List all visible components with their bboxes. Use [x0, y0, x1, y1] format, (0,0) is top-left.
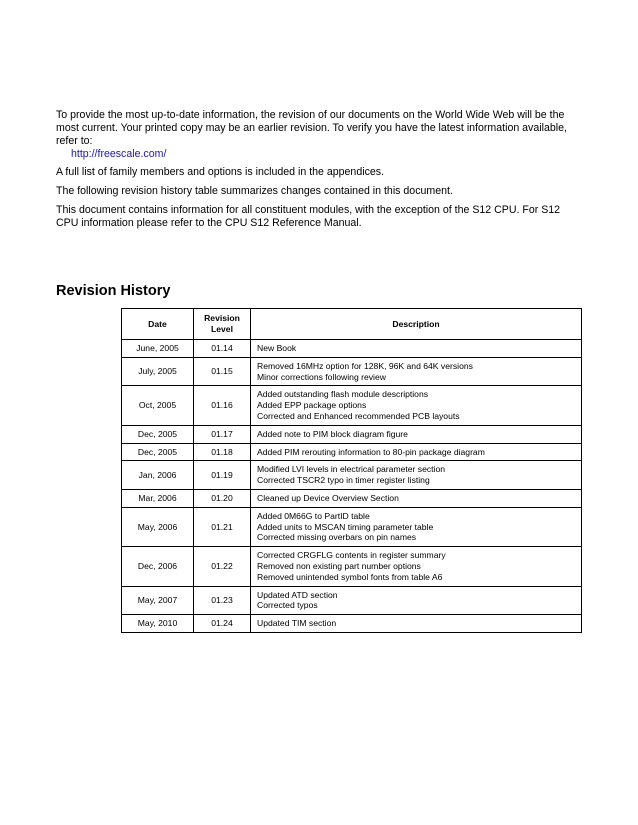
header-revision-level-line2: Level: [211, 324, 233, 334]
description-line: Added 0M66G to PartID table: [257, 510, 370, 521]
row-description: [251, 461, 582, 490]
intro-paragraph-revision: [56, 109, 584, 161]
row-description: [251, 357, 582, 386]
row-description: [251, 443, 582, 461]
intro-paragraph-revision-text: To provide the most up-to-date information, the revision of our documents on the World Wide Web will be the most current. Your printed copy may be an earlier revision. To verify you have the latest information available, refer to:: [56, 109, 567, 147]
row-date: May, 2010: [122, 615, 194, 633]
table-row: [122, 340, 582, 358]
row-date: July, 2005: [122, 357, 194, 386]
description-line: New Book: [257, 343, 297, 353]
description-line: Modified LVI levels in electrical parameter section: [257, 464, 446, 475]
description-line: Corrected TSCR2 typo in timer register listing: [257, 475, 430, 486]
row-date: June, 2005: [122, 340, 194, 358]
row-date: Mar, 2006: [122, 489, 194, 507]
intro-paragraph-modules: This document contains information for all constituent modules, with the exception of the S12 CPU. For S12 CPU information please refer to the CPU S12 Reference Manual.: [56, 204, 561, 229]
revision-history-title: Revision History: [56, 283, 171, 299]
row-description: [251, 340, 582, 358]
freescale-link[interactable]: http://freescale.com/: [71, 148, 167, 160]
row-description: [251, 489, 582, 507]
header-revision-level-line1: Revision: [204, 313, 240, 324]
table-row: [122, 547, 582, 586]
row-date: May, 2006: [122, 507, 194, 546]
row-date: Jan, 2006: [122, 461, 194, 490]
row-description: [251, 425, 582, 443]
description-line: Added note to PIM block diagram figure: [257, 428, 408, 439]
intro-paragraph-family: A full list of family members and options is included in the appendices.: [56, 166, 384, 178]
row-revision-level: 01.15: [194, 357, 251, 386]
row-description: [251, 586, 582, 615]
row-date: Dec, 2005: [122, 425, 194, 443]
description-line: Updated ATD section: [257, 589, 338, 600]
description-line: Removed non existing part number options: [257, 560, 421, 571]
intro-paragraph-table: The following revision history table summarizes changes contained in this document.: [56, 185, 453, 197]
row-revision-level: 01.23: [194, 586, 251, 615]
row-revision-level: 01.19: [194, 461, 251, 490]
header-date: Date: [122, 309, 194, 340]
description-line: Corrected and Enhanced recommended PCB layouts: [257, 410, 460, 421]
row-date: May, 2007: [122, 586, 194, 615]
row-date: Dec, 2006: [122, 547, 194, 586]
row-date: Dec, 2005: [122, 443, 194, 461]
revision-history-table: [121, 308, 582, 633]
table-row: [122, 386, 582, 425]
row-revision-level: 01.21: [194, 507, 251, 546]
row-revision-level: 01.22: [194, 547, 251, 586]
table-row: [122, 489, 582, 507]
table-row: [122, 586, 582, 615]
intro-text: [56, 109, 584, 236]
revision-table-body: [122, 340, 582, 633]
description-line: Corrected typos: [257, 600, 318, 611]
description-line: Minor corrections following review: [257, 371, 386, 382]
row-description: [251, 507, 582, 546]
table-row: [122, 507, 582, 546]
description-line: Added units to MSCAN timing parameter table: [257, 521, 434, 532]
description-line: Removed 16MHz option for 128K, 96K and 64K versions: [257, 360, 473, 371]
row-description: [251, 386, 582, 425]
header-revision-level: [194, 309, 251, 340]
table-row: [122, 461, 582, 490]
row-revision-level: 01.14: [194, 340, 251, 358]
row-description: [251, 547, 582, 586]
table-row: [122, 443, 582, 461]
row-revision-level: 01.24: [194, 615, 251, 633]
description-line: Removed unintended symbol fonts from table A6: [257, 571, 443, 582]
row-description: [251, 615, 582, 633]
row-revision-level: 01.17: [194, 425, 251, 443]
description-line: Cleaned up Device Overview Section: [257, 492, 399, 503]
description-line: Added EPP package options: [257, 400, 367, 411]
row-revision-level: 01.16: [194, 386, 251, 425]
table-row: [122, 615, 582, 633]
description-line: Corrected CRGFLG contents in register summary: [257, 550, 446, 561]
row-date: Oct, 2005: [122, 386, 194, 425]
row-revision-level: 01.20: [194, 489, 251, 507]
header-description: Description: [251, 309, 582, 340]
table-row: [122, 357, 582, 386]
table-row: [122, 425, 582, 443]
row-revision-level: 01.18: [194, 443, 251, 461]
description-line: Corrected missing overbars on pin names: [257, 532, 417, 543]
description-line: Added outstanding flash module descriptions: [257, 389, 429, 400]
description-line: Updated TIM section: [257, 618, 337, 629]
description-line: Added PIM rerouting information to 80-pin package diagram: [257, 446, 485, 457]
revision-table-header-row: [122, 309, 582, 340]
